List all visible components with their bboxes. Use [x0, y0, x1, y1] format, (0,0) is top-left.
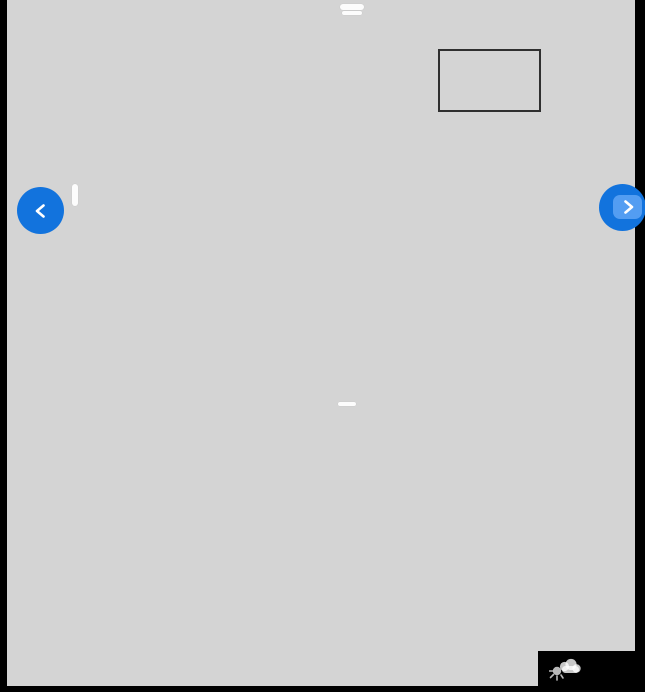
left-frame-bar: [0, 0, 7, 692]
previous-image-button[interactable]: [17, 187, 64, 234]
chart-title: [340, 4, 364, 10]
chart-legend: [438, 49, 541, 112]
idokep-watermark: [549, 655, 584, 682]
chart-subtitle: [342, 11, 362, 15]
chevron-left-icon: [32, 202, 50, 220]
x-axis-label: [338, 402, 356, 406]
chart-title-group: [340, 4, 364, 15]
next-image-button[interactable]: [599, 184, 645, 231]
next-button-highlight: [613, 195, 642, 219]
cloud-sun-logo-icon: [549, 655, 581, 682]
chevron-right-icon: [619, 198, 637, 216]
y-axis-label: [72, 184, 78, 206]
right-frame-bar: [635, 0, 645, 692]
